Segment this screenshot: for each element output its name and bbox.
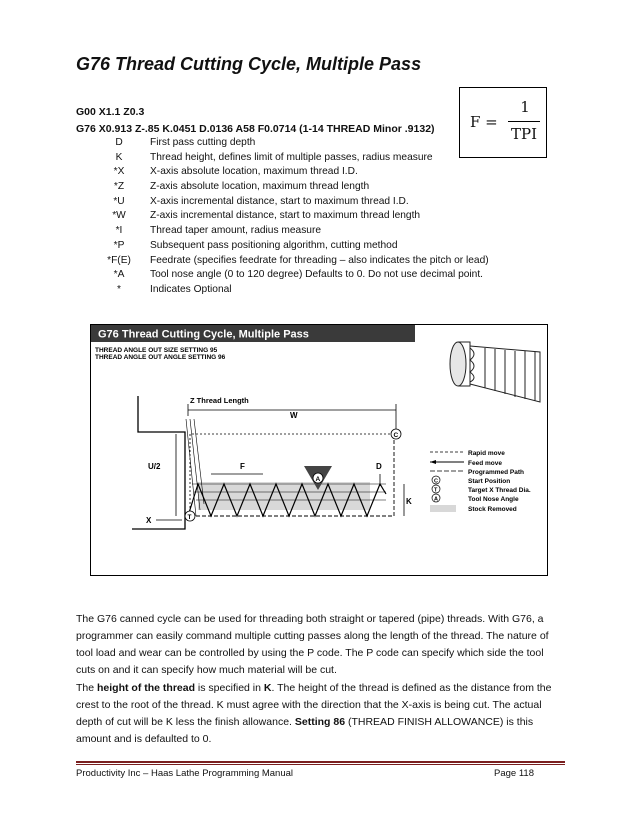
param-desc: Indicates Optional [150, 283, 232, 295]
formula-denominator: TPI [510, 125, 538, 143]
param-code: K [115, 151, 123, 163]
start-position-symbol: C [393, 432, 399, 439]
z-thread-length-label: Z Thread Length [190, 396, 249, 405]
param-desc: Z-axis incremental distance, start to maximum thread length [150, 210, 421, 222]
footer-page-number: Page 118 [494, 768, 534, 779]
legend-a-symbol: A [434, 496, 438, 503]
x-label: X [146, 516, 152, 525]
d-label: D [376, 462, 382, 471]
diagram-banner: G76 Thread Cutting Cycle, Multiple Pass [98, 328, 309, 341]
param-row [88, 269, 489, 284]
param-code: *W [112, 210, 126, 222]
param-code: *I [115, 225, 123, 237]
legend-stock: Stock Removed [468, 506, 517, 513]
code-line-1: G00 X1.1 Z0.3 [76, 106, 145, 118]
p2-bold-1: height of the thread [97, 682, 196, 694]
p2-text-1: The [76, 682, 98, 694]
param-code: *U [113, 195, 125, 207]
f-label: F [240, 462, 245, 471]
param-desc: First pass cutting depth [150, 137, 256, 148]
paragraph-1: The G76 canned cycle can be used for threading both straight or tapered (pipe) threads. With G76, a programmer can easily command multiple cutting passes along the length of the thread. The nature of tool load and wear can be controlled by using the P code. The P code can specify which side the tool cuts on and it can specify how much material will be cut. [76, 613, 549, 676]
footer-rule [76, 761, 565, 763]
legend-tool-nose: Tool Nose Angle [468, 496, 519, 503]
legend-c-symbol: C [434, 478, 438, 485]
tool-nose-angle-symbol: A [315, 476, 321, 483]
param-code: *Z [113, 181, 125, 193]
legend-t-symbol: T [434, 487, 438, 494]
param-row [88, 284, 489, 299]
param-row [88, 181, 489, 196]
diagram-setting-95: THREAD ANGLE OUT SIZE SETTING 95 [95, 347, 218, 354]
param-row [88, 137, 489, 152]
formula-numerator: 1 [520, 98, 530, 116]
formula-lhs: F = [470, 113, 498, 131]
param-row [88, 240, 489, 255]
footer-manual-title: Productivity Inc – Haas Lathe Programming Manual [76, 768, 294, 779]
legend-start: Start Position [468, 478, 511, 485]
paragraph-2 [76, 680, 564, 748]
param-code: *X [113, 166, 125, 178]
code-line-2: G76 X0.913 Z-.85 K.0451 D.0136 A58 F0.0714 (1-14 THREAD Minor .9132) [76, 123, 435, 135]
legend-target: Target X Thread Dia. [468, 487, 531, 494]
param-row [88, 225, 489, 240]
param-desc: Subsequent pass positioning algorithm, cutting method [150, 239, 398, 251]
k-label: K [406, 497, 412, 506]
formula-bar [508, 121, 540, 122]
footer-rule-thin [76, 764, 565, 765]
p2-text-3: . The height of the thread is defined as the distance from the crest to the root of the thread. K must agree with the direction that the X-axis is being cut. The actual depth of cut will be K less the finish allowance. [76, 682, 552, 728]
diagram-setting-96: THREAD ANGLE OUT ANGLE SETTING 96 [95, 354, 226, 361]
u2-label: U/2 [148, 462, 161, 471]
g76-diagram [90, 324, 548, 576]
param-row [88, 255, 489, 270]
param-desc: Z-axis absolute location, maximum thread length [150, 181, 370, 193]
param-row [88, 152, 489, 167]
param-code: D [115, 137, 123, 148]
param-desc: Thread height, defines limit of multiple passes, radius measure [150, 151, 433, 163]
param-desc: Tool nose angle (0 to 120 degree) Defaults to 0. Do not use decimal point. [150, 269, 483, 281]
p2-bold-3: Setting 86 [294, 716, 346, 728]
parameter-list [88, 137, 489, 299]
param-code: * [117, 283, 121, 295]
param-desc: X-axis absolute location, maximum thread I.D. [150, 166, 358, 178]
target-symbol: T [187, 514, 192, 521]
p2-bold-2: K [263, 682, 272, 694]
param-desc: Feedrate (specifies feedrate for threading – also indicates the pitch or lead) [150, 254, 489, 266]
p2-text-4: (THREAD FINISH ALLOWANCE) is this amount and is defaulted to 0. [76, 716, 534, 745]
w-label: W [290, 411, 298, 420]
param-row [88, 196, 489, 211]
param-code: *P [113, 239, 125, 251]
p2-text-2: is specified in [195, 682, 264, 694]
param-desc: X-axis incremental distance, start to maximum thread I.D. [150, 195, 409, 207]
param-row [88, 166, 489, 181]
param-desc: Thread taper amount, radius measure [150, 225, 322, 237]
param-code: *A [113, 269, 125, 281]
param-code: *F(E) [107, 254, 131, 266]
stock-removed-region [198, 482, 370, 510]
page-title: G76 Thread Cutting Cycle, Multiple Pass [76, 54, 422, 74]
legend-rapid: Rapid move [468, 450, 505, 457]
param-row [88, 210, 489, 225]
legend-feed: Feed move [468, 460, 502, 467]
legend-programmed: Programmed Path [468, 469, 524, 476]
